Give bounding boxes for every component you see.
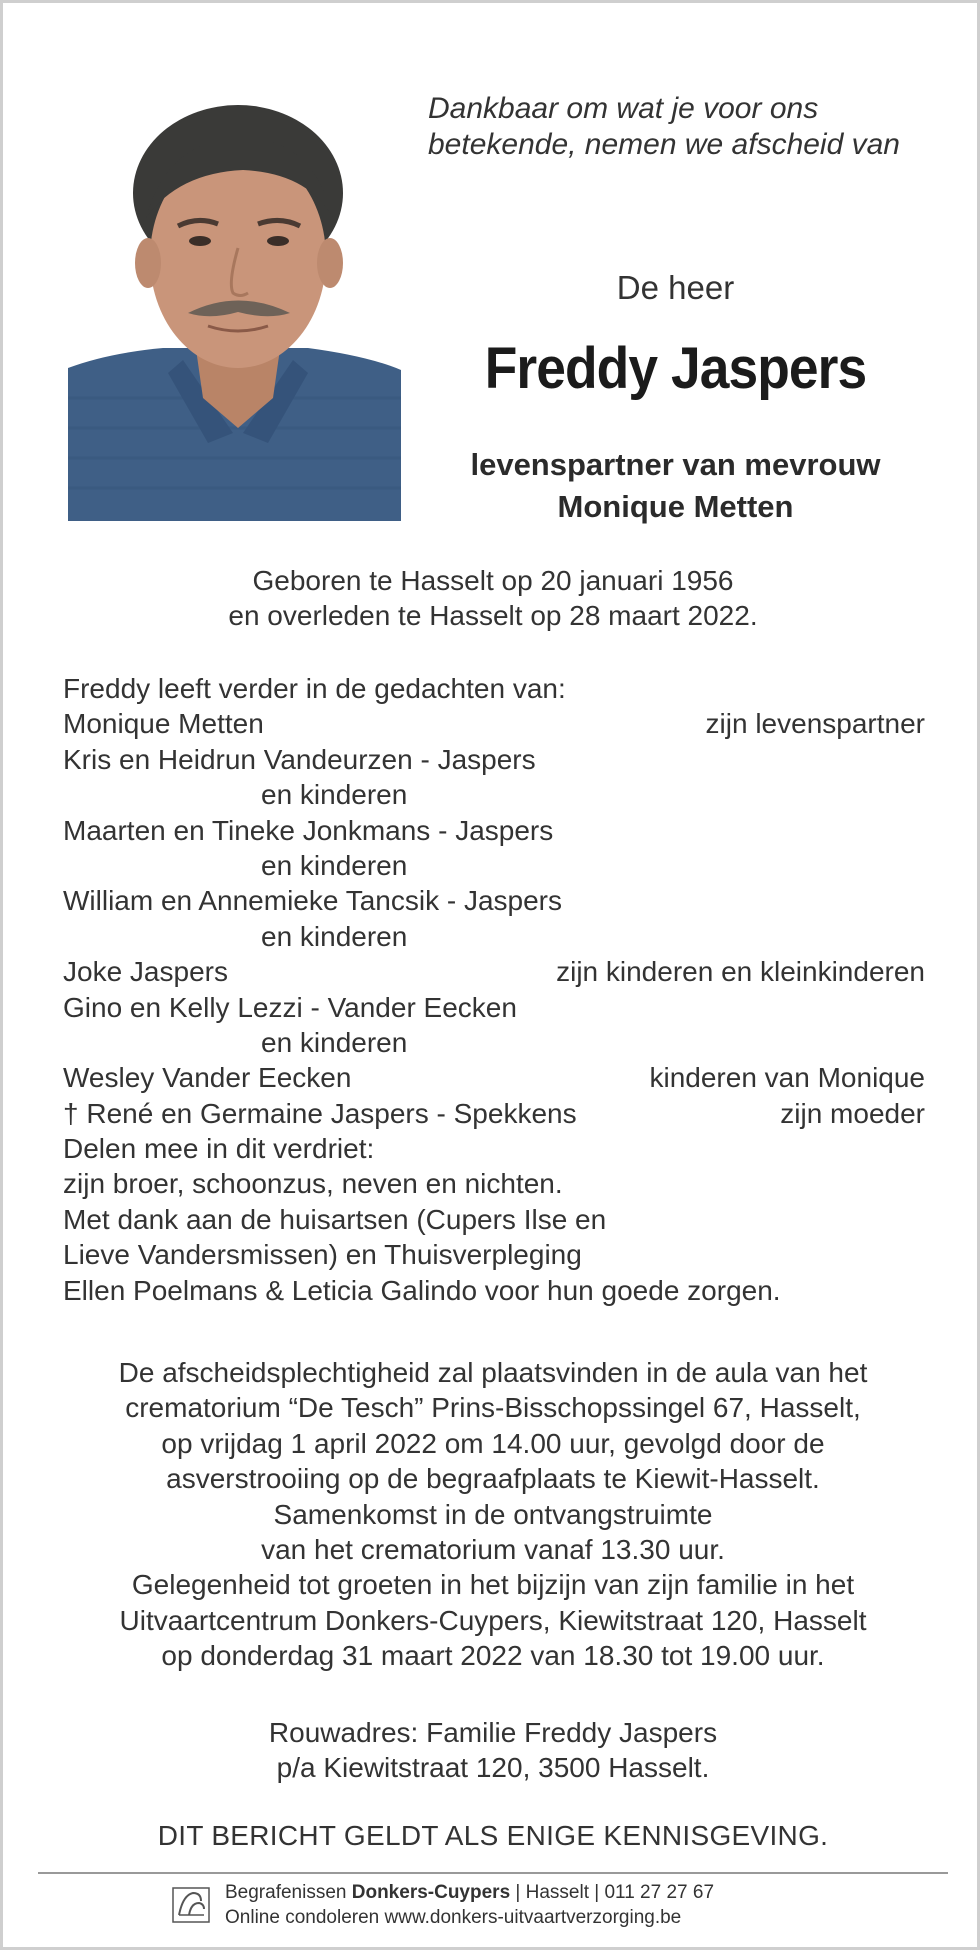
mourner-row	[63, 671, 925, 706]
birth-death-dates	[63, 563, 923, 633]
address-line-1: Rouwadres: Familie Freddy Jaspers	[268, 1717, 718, 1748]
footer-line-1	[225, 1880, 925, 1905]
death-line: en overleden te Hasselt op 28 maart 2022.	[228, 600, 758, 631]
ceremony-line: op vrijdag 1 april 2022 om 14.00 uur, gevolgd door de	[161, 1427, 825, 1459]
address-line-2: p/a Kiewitstraat 120, 3500 Hasselt.	[276, 1752, 710, 1784]
intro-line-2: betekende, nemen we afscheid van	[428, 128, 900, 161]
portrait-photo	[68, 98, 401, 521]
mourner-name: Wesley Vander Eecken	[63, 1062, 352, 1094]
mourner-relation: zijn kinderen en kleinkinderen	[556, 956, 925, 988]
mourner-row	[63, 1202, 925, 1237]
mourner-name: en kinderen	[261, 920, 408, 952]
ceremony-line: Gelegenheid tot groeten in het bijzijn van zijn familie in het	[131, 1569, 855, 1601]
mourning-address	[63, 1715, 923, 1786]
mourner-name: Lieve Vandersmissen) en Thuisverpleging	[63, 1239, 582, 1271]
partner-line-1: levenspartner van mevrouw	[470, 447, 881, 482]
intro-text	[428, 91, 948, 163]
mourner-name: Freddy leeft verder in de gedachten van:	[63, 673, 566, 704]
intro-line-1: Dankbaar om wat je voor ons	[428, 92, 819, 125]
mourner-row	[63, 1096, 925, 1131]
mourner-row	[63, 813, 925, 848]
mourner-name: William en Annemieke Tancsik - Jaspers	[63, 885, 563, 917]
ceremony-line: van het crematorium vanaf 13.30 uur.	[261, 1534, 725, 1566]
mourners-list	[63, 671, 925, 1308]
birth-line: Geboren te Hasselt op 20 januari 1956	[252, 565, 734, 596]
mourner-row	[63, 1060, 925, 1095]
footer-contact: | Hasselt | 011 27 27 67	[515, 1882, 715, 1903]
mourner-row	[63, 777, 925, 812]
mourner-row	[63, 848, 925, 883]
funeral-home-logo	[171, 1885, 213, 1925]
footer-line-2: Online condoleren www.donkers-uitvaartverzorging.be	[225, 1907, 682, 1928]
mourner-name: zijn broer, schoonzus, neven en nichten.	[63, 1168, 563, 1200]
partner-line-2: Monique Metten	[557, 489, 794, 524]
mourner-name: Joke Jaspers	[63, 956, 228, 988]
mourner-name: Met dank aan de huisartsen (Cupers Ilse en	[63, 1203, 607, 1235]
ceremony-line: Uitvaartcentrum Donkers-Cuypers, Kiewitstraat 120, Hasselt	[119, 1604, 867, 1636]
mourner-row	[63, 990, 925, 1025]
ceremony-line: Samenkomst in de ontvangstruimte	[273, 1498, 713, 1530]
mourner-name: Gino en Kelly Lezzi - Vander Eecken	[63, 991, 517, 1023]
mourner-row	[63, 883, 925, 918]
mourner-row	[63, 1131, 925, 1166]
mourner-row	[63, 706, 925, 741]
mourner-relation: kinderen van Monique	[649, 1062, 925, 1094]
mourner-row	[63, 1237, 925, 1272]
mourner-relation: zijn levenspartner	[705, 708, 925, 740]
footer-company: Donkers-Cuypers	[351, 1882, 511, 1903]
mourner-row	[63, 1166, 925, 1201]
ceremony-line: op donderdag 31 maart 2022 van 18.30 tot 19.00 uur.	[161, 1640, 825, 1672]
ceremony-line: De afscheidsplechtigheid zal plaatsvinden in de aula van het	[118, 1357, 868, 1388]
funeral-home-footer	[225, 1880, 925, 1930]
mourner-row	[63, 919, 925, 954]
mourner-name: en kinderen	[261, 849, 408, 881]
footer-divider	[38, 1872, 948, 1874]
mourner-name: † René en Germaine Jaspers - Spekkens	[63, 1097, 577, 1129]
ceremony-line: asverstrooiing op de begraafplaats te Kiewit-Hasselt.	[166, 1463, 820, 1495]
mourner-name: Maarten en Tineke Jonkmans - Jaspers	[63, 814, 554, 846]
ceremony-line: crematorium “De Tesch” Prins-Bisschopssingel 67, Hasselt,	[125, 1392, 861, 1424]
mourner-row	[63, 742, 925, 777]
mourner-name: Delen mee in dit verdriet:	[63, 1133, 375, 1165]
footer-prefix: Begrafenissen	[225, 1882, 347, 1903]
mourner-row	[63, 1025, 925, 1060]
ceremony-details	[63, 1355, 923, 1674]
mourner-name: Ellen Poelmans & Leticia Galindo voor hun goede zorgen.	[63, 1274, 781, 1306]
sole-notice: DIT BERICHT GELDT ALS ENIGE KENNISGEVING.	[157, 1820, 829, 1851]
mourner-name: en kinderen	[261, 779, 408, 811]
mourner-name: en kinderen	[261, 1026, 408, 1058]
mourner-name: Monique Metten	[63, 708, 264, 740]
mourner-relation: zijn moeder	[780, 1097, 925, 1129]
partner-info	[413, 444, 938, 528]
mourner-row	[63, 954, 925, 989]
mourner-name: Kris en Heidrun Vandeurzen - Jaspers	[63, 743, 536, 775]
deceased-name: Freddy Jaspers	[484, 336, 867, 401]
mourner-row	[63, 1273, 925, 1308]
salutation: De heer	[616, 269, 735, 306]
